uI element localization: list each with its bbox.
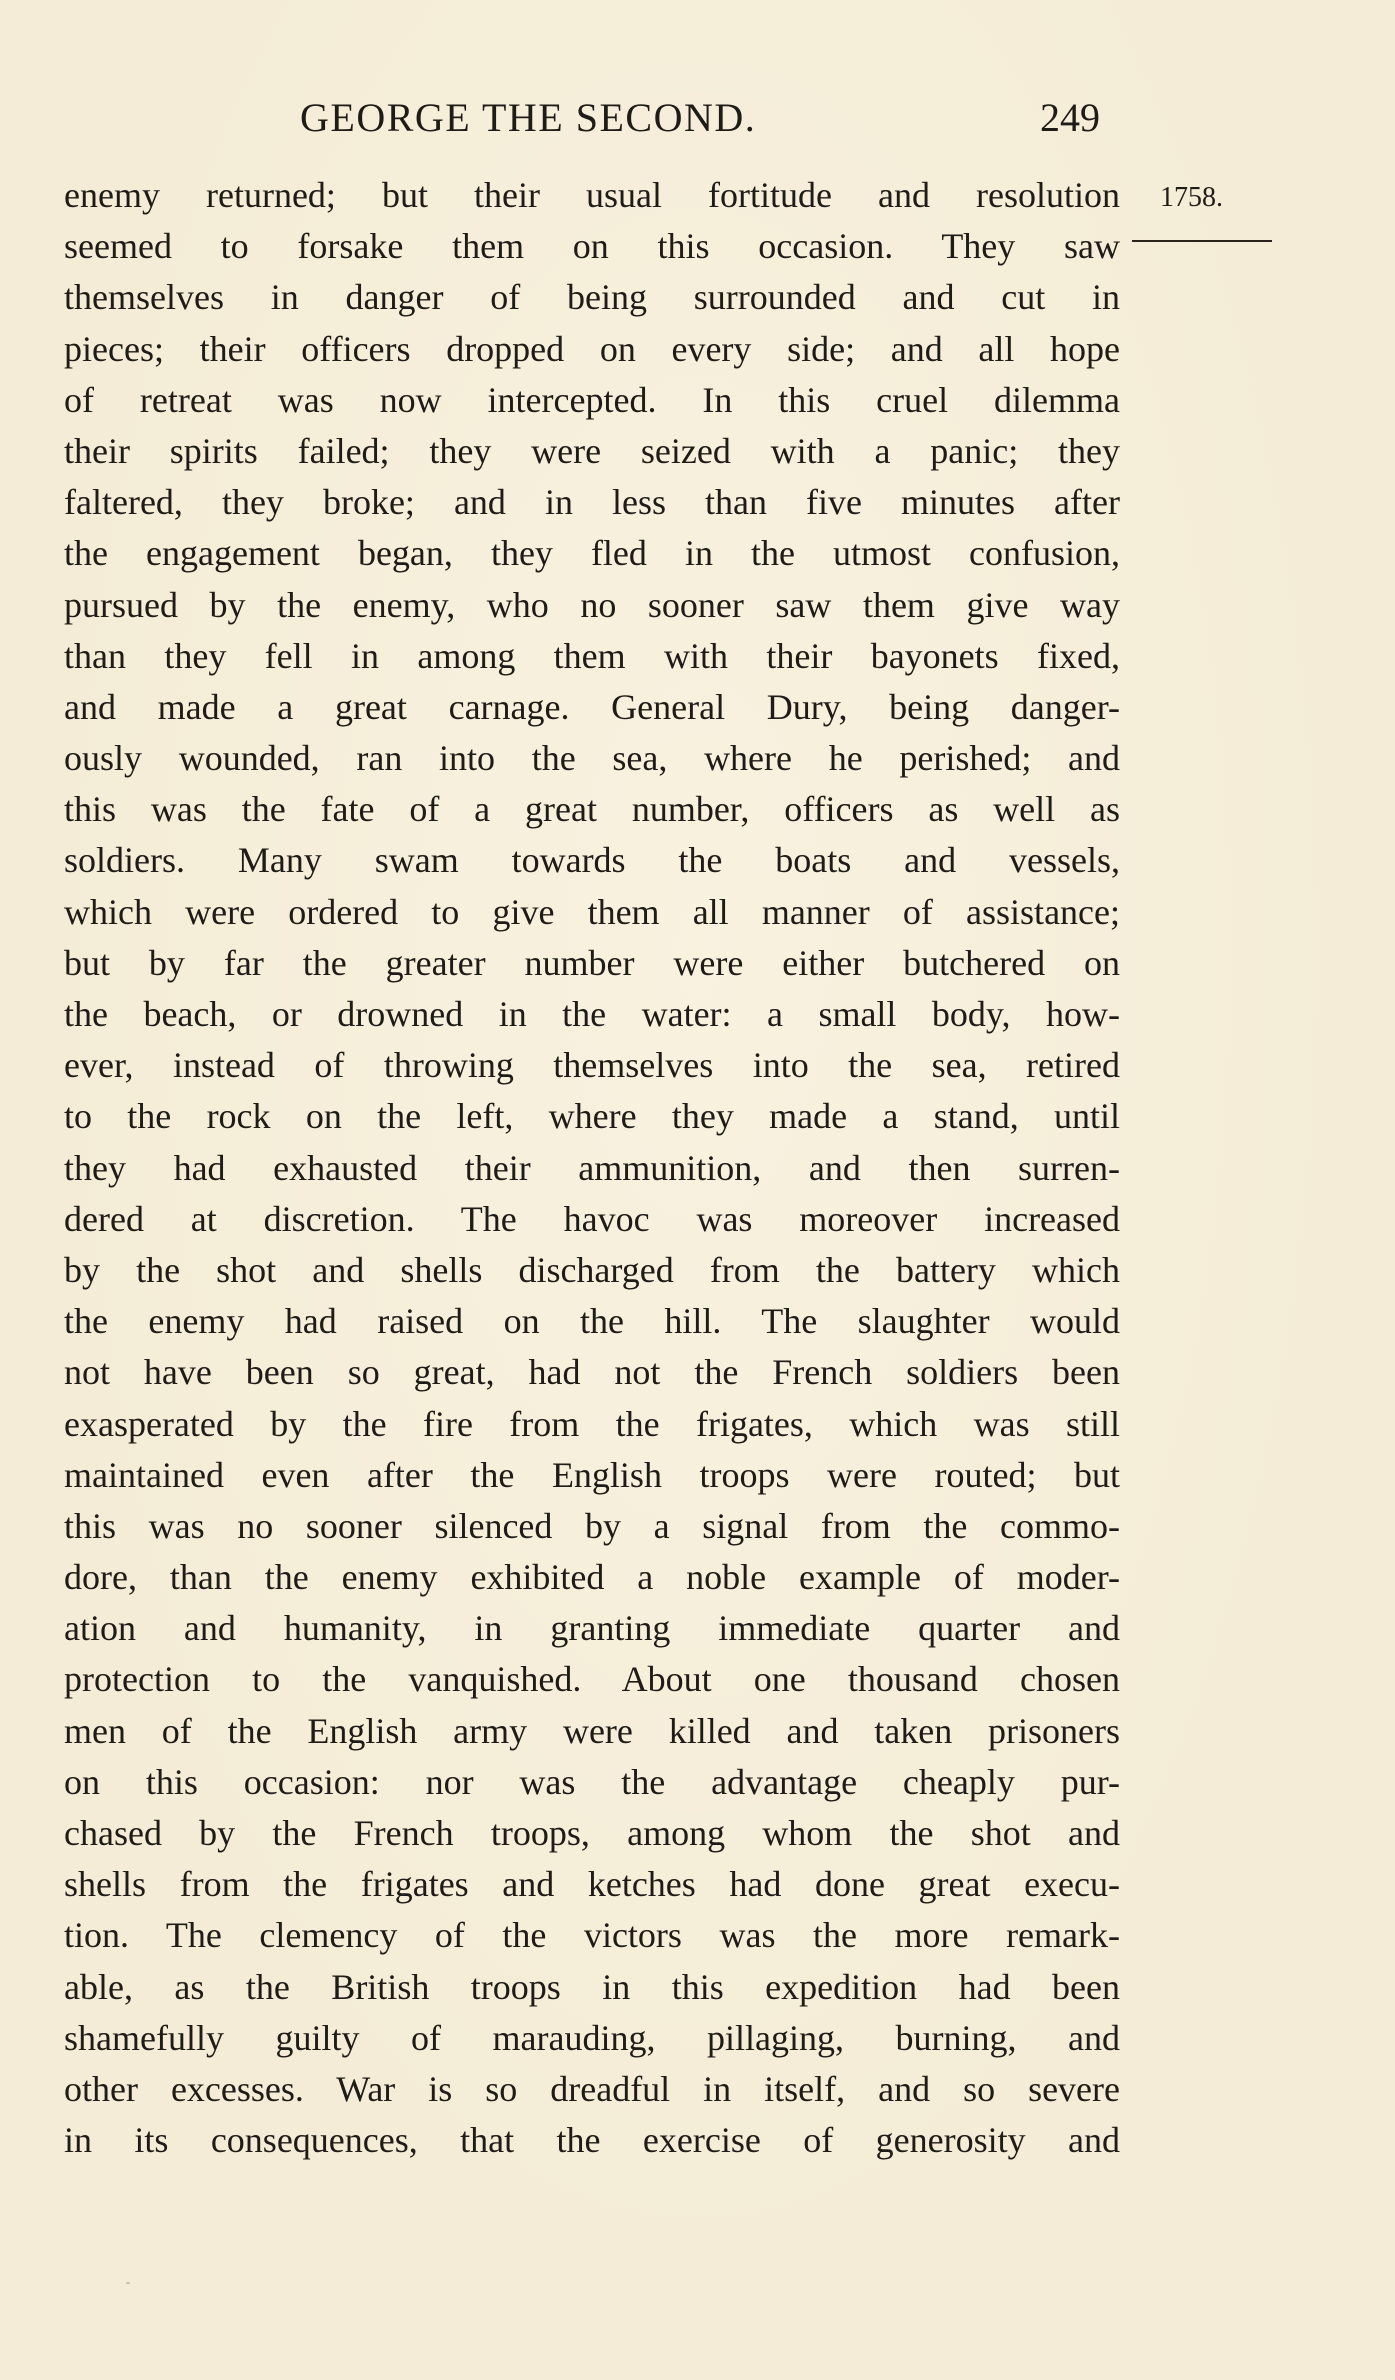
text-line: shamefully guilty of marauding, pillaging, burning, and bbox=[64, 2017, 1120, 2058]
text-line: pieces; their officers dropped on every side; and all hope bbox=[64, 328, 1120, 369]
text-line: their spirits failed; they were seized with a panic; they bbox=[64, 430, 1120, 471]
text-line: this was no sooner silenced by a signal from the commo- bbox=[64, 1505, 1120, 1546]
text-line: not have been so great, had not the French soldiers been bbox=[64, 1352, 1120, 1393]
paper-speck bbox=[126, 2282, 130, 2284]
text-line: enemy returned; but their usual fortitude and resolution bbox=[64, 175, 1120, 215]
text-line: by the shot and shells discharged from the battery which bbox=[64, 1249, 1120, 1290]
text-line: than they fell in among them with their bayonets fixed, bbox=[64, 635, 1120, 676]
text-line: tion. The clemency of the victors was the more remark- bbox=[64, 1915, 1120, 1956]
text-line: which were ordered to give them all manner of assistance; bbox=[64, 891, 1120, 932]
text-line: the engagement began, they fled in the utmost confusion, bbox=[64, 533, 1120, 574]
text-line: ation and humanity, in granting immediate quarter and bbox=[64, 1608, 1120, 1649]
text-line: protection to the vanquished. About one thousand chosen bbox=[64, 1659, 1120, 1700]
text-line: men of the English army were killed and taken prisoners bbox=[64, 1710, 1120, 1751]
text-line: the enemy had raised on the hill. The slaughter would bbox=[64, 1301, 1120, 1342]
text-line: the beach, or drowned in the water: a small body, how- bbox=[64, 994, 1120, 1034]
text-line: able, as the British troops in this expedition had been bbox=[64, 1966, 1120, 2007]
text-line: seemed to forsake them on this occasion. They saw bbox=[64, 226, 1120, 267]
text-line: in its consequences, that the exercise of generosity and bbox=[64, 2120, 1120, 2161]
text-line: and made a great carnage. General Dury, being danger- bbox=[64, 686, 1120, 727]
text-line: soldiers. Many swam towards the boats and vessels, bbox=[64, 840, 1120, 881]
text-line: pursued by the enemy, who no sooner saw them give way bbox=[64, 584, 1120, 625]
text-line: shells from the frigates and ketches had done great execu- bbox=[64, 1864, 1120, 1905]
margin-year-note: 1758. bbox=[1160, 182, 1223, 213]
body-text bbox=[64, 170, 1120, 2166]
running-head bbox=[300, 88, 1120, 148]
running-title: GEORGE THE SECOND. bbox=[300, 95, 757, 140]
text-line: dered at discretion. The havoc was moreover increased bbox=[64, 1198, 1120, 1239]
page-number: 249 bbox=[1040, 95, 1100, 140]
text-line: exasperated by the fire from the frigates, which was still bbox=[64, 1403, 1120, 1444]
text-line: to the rock on the left, where they made a stand, until bbox=[64, 1096, 1120, 1137]
text-line: faltered, they broke; and in less than five minutes after bbox=[64, 482, 1120, 523]
text-line: they had exhausted their ammunition, and then surren- bbox=[64, 1147, 1120, 1188]
margin-rule bbox=[1132, 240, 1272, 242]
text-line: other excesses. War is so dreadful in itself, and so severe bbox=[64, 2068, 1120, 2109]
text-line: themselves in danger of being surrounded and cut in bbox=[64, 277, 1120, 318]
text-line: dore, than the enemy exhibited a noble example of moder- bbox=[64, 1557, 1120, 1598]
text-line: maintained even after the English troops were routed; but bbox=[64, 1454, 1120, 1495]
text-line: this was the fate of a great number, officers as well as bbox=[64, 789, 1120, 830]
text-line: ever, instead of throwing themselves into the sea, retired bbox=[64, 1045, 1120, 1086]
text-line: ously wounded, ran into the sea, where he perished; and bbox=[64, 738, 1120, 779]
text-line: chased by the French troops, among whom the shot and bbox=[64, 1813, 1120, 1853]
text-line: but by far the greater number were either butchered on bbox=[64, 942, 1120, 983]
text-line: of retreat was now intercepted. In this cruel dilemma bbox=[64, 379, 1120, 420]
text-line: on this occasion: nor was the advantage cheaply pur- bbox=[64, 1761, 1120, 1802]
